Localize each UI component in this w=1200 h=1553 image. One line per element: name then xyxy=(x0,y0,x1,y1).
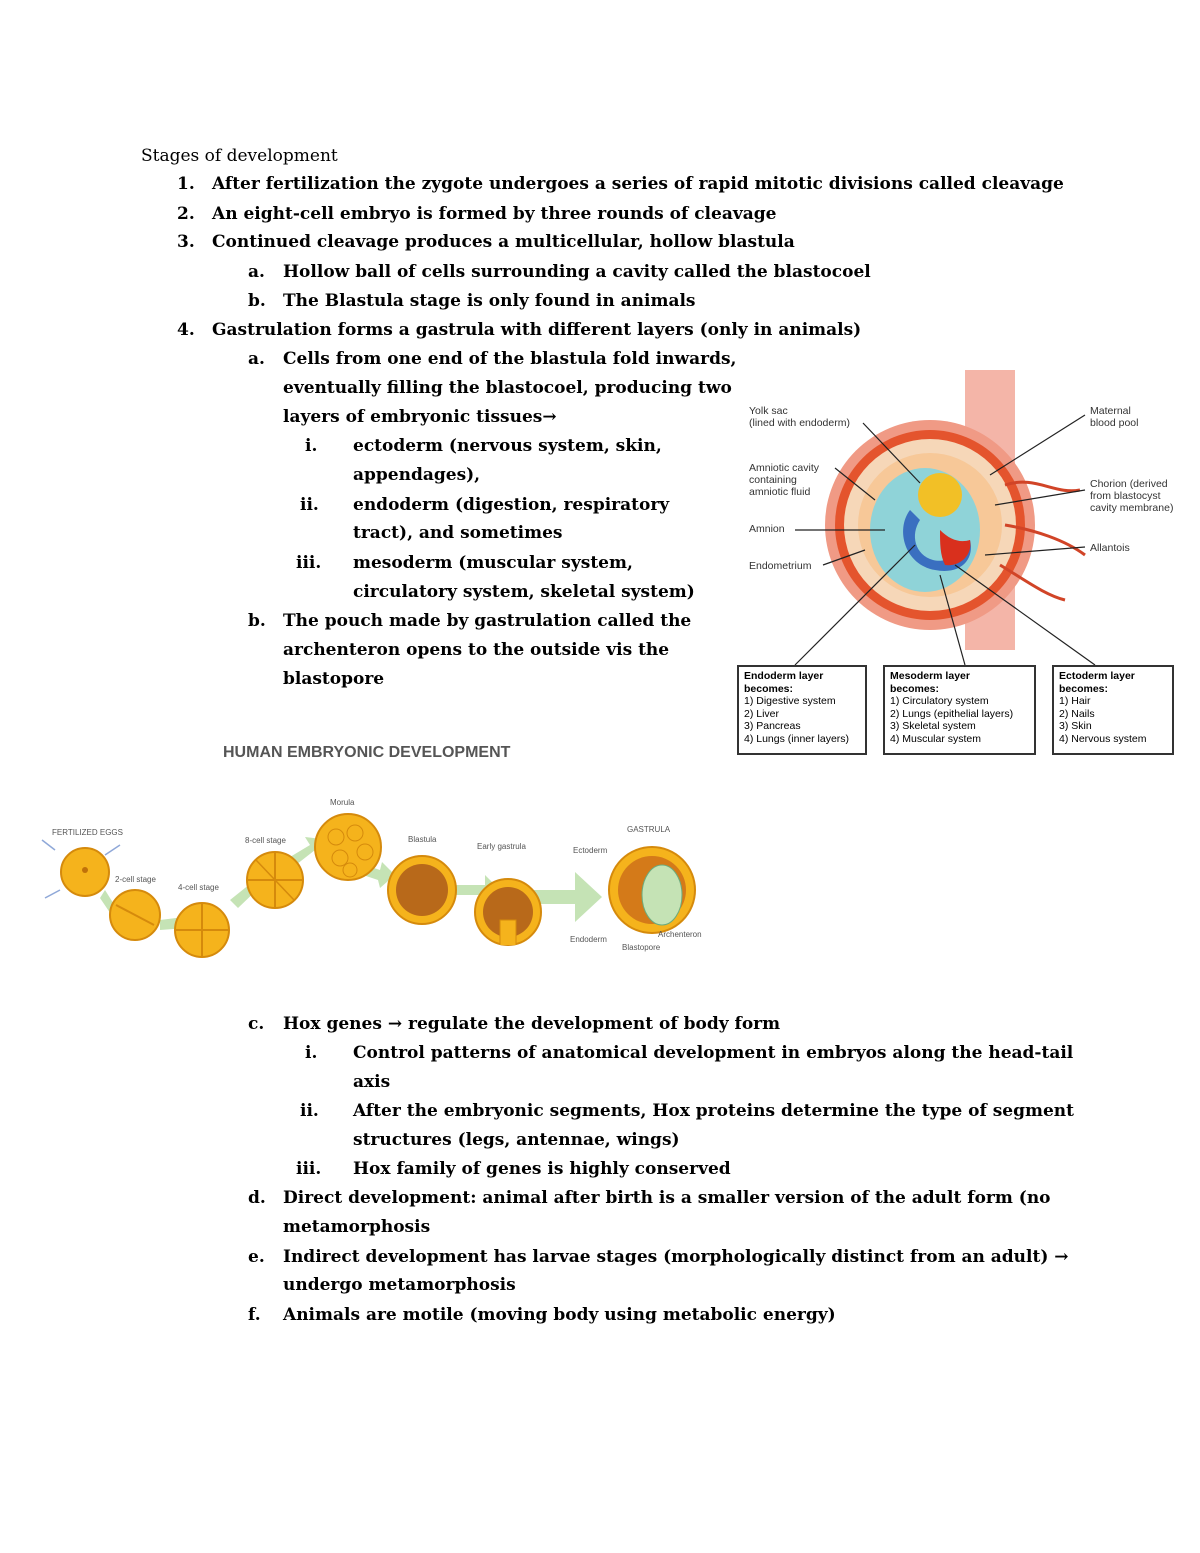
box-item: 4) Lungs (inner layers) xyxy=(744,732,850,745)
list-item-line: eventually filling the blastocoel, producing two xyxy=(283,378,732,398)
label-chorion-2: from blastocyst xyxy=(1090,490,1161,502)
list-item-line: structures (legs, antennae, wings) xyxy=(353,1130,680,1150)
box-item: 4) Muscular system xyxy=(890,732,982,745)
ectoderm-box xyxy=(1052,665,1174,755)
box-title: becomes: xyxy=(1059,682,1109,695)
list-letter: b. xyxy=(248,291,266,311)
box-item: 2) Liver xyxy=(744,707,780,720)
label-archenteron: Archenteron xyxy=(658,930,702,939)
list-item-line: Hox family of genes is highly conserved xyxy=(353,1159,731,1179)
list-item-line: mesoderm (muscular system, xyxy=(353,553,633,573)
label-yolk-sac-detail: (lined with endoderm) xyxy=(749,417,850,429)
list-roman: ii. xyxy=(300,1101,319,1121)
label-chorion: Chorion (derived xyxy=(1090,478,1168,490)
label-amniotic-cavity-3: amniotic fluid xyxy=(749,486,811,498)
label-blastula: Blastula xyxy=(408,835,437,844)
mesoderm-box xyxy=(883,665,1036,755)
box-title: Ectoderm layer xyxy=(1059,670,1135,682)
label-ectoderm: Ectoderm xyxy=(573,846,608,855)
list-item-line: axis xyxy=(353,1072,391,1092)
list-item-line: undergo metamorphosis xyxy=(283,1275,516,1295)
list-letter: b. xyxy=(248,611,266,631)
label-maternal-blood: Maternal xyxy=(1090,405,1131,417)
box-title: Mesoderm layer xyxy=(890,670,970,682)
label-2-cell: 2-cell stage xyxy=(115,875,156,884)
list-item-line: archenteron opens to the outside vis the xyxy=(283,640,670,660)
list-item-line: metamorphosis xyxy=(283,1217,431,1237)
list-item: After fertilization the zygote undergoes a series of rapid mitotic divisions called cleavage xyxy=(212,174,1064,194)
list-item: Hollow ball of cells surrounding a cavity called the blastocoel xyxy=(283,262,871,282)
list-item-line: layers of embryonic tissues→ xyxy=(283,407,557,427)
list-item-line: ectoderm (nervous system, skin, xyxy=(353,436,662,456)
label-maternal-blood-2: blood pool xyxy=(1090,417,1139,429)
label-allantois: Allantois xyxy=(1090,542,1130,554)
list-item-line: Cells from one end of the blastula fold inwards, xyxy=(283,349,737,369)
label-8-cell: 8-cell stage xyxy=(245,836,286,845)
list-letter: a. xyxy=(248,262,265,282)
list-letter: f. xyxy=(248,1305,261,1325)
label-morula: Morula xyxy=(330,798,355,807)
list-item-line: Indirect development has larvae stages (morphologically distinct from an adult) → xyxy=(283,1247,1069,1267)
list-number: 1. xyxy=(177,174,195,194)
list-item-line: blastopore xyxy=(283,669,385,689)
endoderm-box xyxy=(737,665,867,755)
box-item: 4) Nervous system xyxy=(1059,732,1147,745)
list-item-line: endoderm (digestion, respiratory xyxy=(353,495,670,515)
box-title: Endoderm layer xyxy=(744,670,824,682)
list-number: 2. xyxy=(177,204,195,224)
list-roman: i. xyxy=(305,436,318,456)
list-roman: i. xyxy=(305,1043,318,1063)
box-title: becomes: xyxy=(890,682,940,695)
list-item: An eight-cell embryo is formed by three rounds of cleavage xyxy=(212,204,777,224)
list-letter: a. xyxy=(248,349,265,369)
label-endometrium: Endometrium xyxy=(749,560,812,572)
list-number: 4. xyxy=(177,320,195,340)
list-item-line: Control patterns of anatomical development in embryos along the head-tail xyxy=(353,1043,1074,1063)
figure-title: HUMAN EMBRYONIC DEVELOPMENT xyxy=(223,744,511,761)
box-item: 2) Nails xyxy=(1059,707,1095,720)
box-item: 3) Pancreas xyxy=(744,720,801,732)
list-letter: c. xyxy=(248,1014,265,1034)
list-roman: ii. xyxy=(300,495,319,515)
label-4-cell: 4-cell stage xyxy=(178,883,219,892)
label-gastrula: GASTRULA xyxy=(627,825,671,834)
list-item-line: tract), and sometimes xyxy=(353,523,563,543)
box-item: 1) Digestive system xyxy=(744,695,836,707)
box-item: 3) Skin xyxy=(1059,720,1092,732)
section-heading: Stages of development xyxy=(141,146,338,166)
list-item-line: appendages), xyxy=(353,465,481,485)
list-item-line: The pouch made by gastrulation called the xyxy=(283,611,692,631)
label-amniotic-cavity-2: containing xyxy=(749,474,797,486)
label-early-gastrula: Early gastrula xyxy=(477,842,526,851)
list-item-line: After the embryonic segments, Hox proteins determine the type of segment xyxy=(353,1101,1074,1121)
list-number: 3. xyxy=(177,232,195,252)
label-endoderm: Endoderm xyxy=(570,935,607,944)
development-illustration xyxy=(30,740,720,965)
label-yolk-sac: Yolk sac xyxy=(749,405,788,417)
list-letter: d. xyxy=(248,1188,266,1208)
label-fertilized-eggs: FERTILIZED EGGS xyxy=(52,828,123,837)
list-roman: iii. xyxy=(296,553,322,573)
label-blastopore: Blastopore xyxy=(622,943,661,952)
list-item-line: circulatory system, skeletal system) xyxy=(353,582,695,602)
box-item: 1) Hair xyxy=(1059,695,1091,707)
list-item-line: Animals are motile (moving body using metabolic energy) xyxy=(283,1305,836,1325)
box-item: 3) Skeletal system xyxy=(890,720,976,732)
embryo-diagram xyxy=(735,365,1185,760)
development-figure xyxy=(30,740,720,965)
label-chorion-3: cavity membrane) xyxy=(1090,502,1174,514)
label-amniotic-cavity: Amniotic cavity xyxy=(749,462,820,474)
box-item: 2) Lungs (epithelial layers) xyxy=(890,707,1014,720)
list-roman: iii. xyxy=(296,1159,322,1179)
label-amnion: Amnion xyxy=(749,523,785,535)
list-item: Gastrulation forms a gastrula with different layers (only in animals) xyxy=(212,320,862,340)
list-item: The Blastula stage is only found in animals xyxy=(283,291,696,311)
box-title: becomes: xyxy=(744,682,794,695)
box-item: 1) Circulatory system xyxy=(890,695,989,707)
list-item: Continued cleavage produces a multicellular, hollow blastula xyxy=(212,232,795,252)
list-item: Hox genes → regulate the development of body form xyxy=(283,1014,781,1034)
list-item-line: Direct development: animal after birth is a smaller version of the adult form (no xyxy=(283,1188,1051,1208)
list-letter: e. xyxy=(248,1247,265,1267)
